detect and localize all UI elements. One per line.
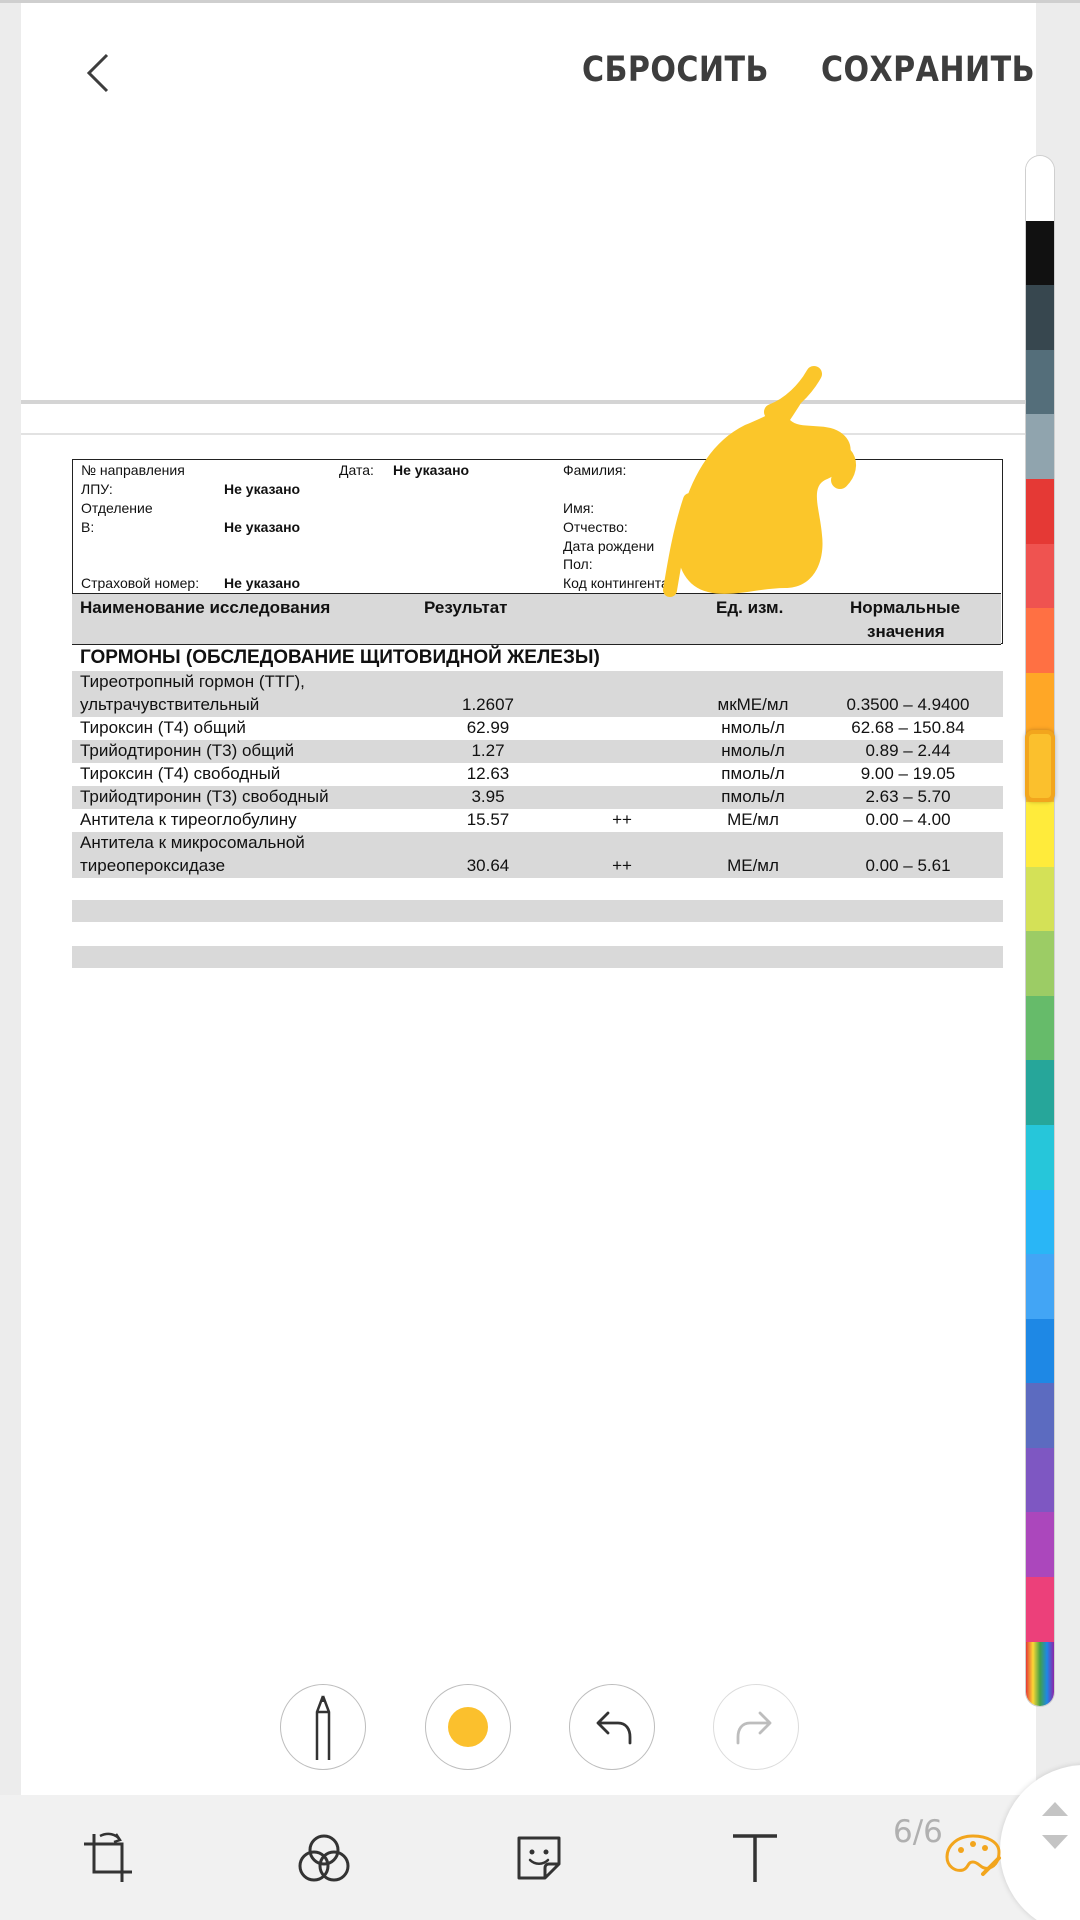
row-name: Трийодтиронин (Т3) свободный (80, 787, 329, 806)
row-name: Тиреотропный гормон (ТТГ), (80, 672, 305, 691)
table-row (72, 832, 1003, 878)
row-unit: пмоль/л (721, 764, 785, 783)
row-name: Трийодтиронин (Т3) общий (80, 741, 295, 760)
row-result: 1.2607 (462, 695, 514, 714)
custom-color-swatch[interactable] (1026, 1642, 1054, 1706)
date-label: Дата: (339, 462, 374, 478)
empty-row (72, 900, 1003, 922)
row-unit: нмоль/л (721, 718, 785, 737)
sticker-icon (511, 1830, 567, 1886)
undo-button[interactable] (569, 1684, 655, 1770)
filter-button[interactable] (294, 1828, 354, 1888)
page-separator (21, 433, 1026, 435)
row-norm: 2.63 – 5.70 (865, 787, 951, 806)
row-norm: 9.00 – 19.05 (860, 764, 956, 783)
page-counter: 6/6 (893, 1814, 943, 1850)
row-name: Антитела к микросомальной (80, 833, 305, 852)
in-value: Не указано (224, 519, 301, 535)
redo-button[interactable] (713, 1684, 799, 1770)
row-unit: МЕ/мл (727, 856, 779, 875)
patronymic-label: Отчество: (563, 519, 628, 535)
color-palette[interactable] (1026, 156, 1054, 1706)
color-swatch[interactable] (1026, 1512, 1054, 1577)
color-swatch[interactable] (1026, 608, 1054, 673)
text-button[interactable] (725, 1828, 785, 1888)
sex-label: Пол: (563, 556, 593, 572)
insurance-label: Страховой номер: (81, 575, 200, 591)
pen-color-button[interactable] (425, 1684, 511, 1770)
crop-button[interactable] (78, 1828, 138, 1888)
crop-rotate-icon (80, 1830, 136, 1886)
row-name: Антитела к тиреоглобулину (80, 810, 297, 829)
page-up-icon[interactable] (1040, 1800, 1070, 1818)
color-swatch[interactable] (1026, 544, 1054, 609)
in-label: В: (81, 519, 95, 535)
row-norm: 0.89 – 2.44 (865, 741, 951, 760)
selected-color-indicator[interactable] (1025, 730, 1055, 802)
column-norm-line2: значения (867, 622, 945, 641)
row-norm: 0.00 – 4.00 (865, 810, 951, 829)
text-icon (727, 1830, 783, 1886)
color-swatch[interactable] (1026, 1383, 1054, 1448)
redo-icon (734, 1707, 778, 1747)
color-swatch[interactable] (1026, 285, 1054, 350)
color-swatch[interactable] (1026, 1125, 1054, 1190)
row-result: 15.57 (466, 810, 510, 829)
row-norm: 0.00 – 5.61 (865, 856, 951, 875)
section-title: ГОРМОНЫ (ОБСЛЕДОВАНИЕ ЩИТОВИДНОЙ ЖЕЛЕЗЫ) (80, 647, 600, 668)
undo-icon (590, 1707, 634, 1747)
color-swatch[interactable] (1026, 156, 1054, 221)
color-swatch[interactable] (1026, 1060, 1054, 1125)
row-name-line2: ультрачувствительный (80, 695, 260, 714)
row-result: 3.95 (471, 787, 505, 806)
reset-button[interactable]: СБРОСИТЬ (582, 50, 769, 90)
save-button[interactable]: СОХРАНИТЬ (821, 50, 1035, 90)
column-unit: Ед. изм. (716, 598, 784, 617)
color-swatch[interactable] (1026, 221, 1054, 286)
color-swatch[interactable] (1026, 802, 1054, 867)
row-unit: пмоль/л (721, 787, 785, 806)
color-swatch[interactable] (1026, 479, 1054, 544)
color-swatch[interactable] (1026, 867, 1054, 932)
column-name: Наименование исследования (80, 598, 331, 617)
row-flag: ++ (612, 810, 632, 829)
row-name: Тироксин (Т4) общий (80, 718, 246, 737)
insurance-value: Не указано (224, 575, 301, 591)
back-button[interactable] (70, 45, 126, 101)
row-name-line2: тиреопероксидазе (80, 856, 226, 875)
lpu-label: ЛПУ: (81, 481, 113, 497)
row-name: Тироксин (Т4) свободный (80, 764, 281, 783)
scribble-annotation[interactable] (650, 360, 870, 605)
table-row (72, 717, 1003, 740)
column-result: Результат (424, 598, 508, 617)
table-row (72, 809, 1003, 832)
color-swatch[interactable] (1026, 414, 1054, 479)
row-result: 12.63 (466, 764, 510, 783)
row-result: 1.27 (471, 741, 505, 760)
page-separator (21, 400, 1026, 404)
pen-icon (303, 1692, 343, 1762)
row-unit: мкМЕ/мл (717, 695, 789, 714)
empty-row (72, 946, 1003, 968)
color-swatch[interactable] (1026, 1319, 1054, 1384)
status-divider (0, 0, 1080, 3)
table-row (72, 763, 1003, 786)
department-label: Отделение (81, 500, 153, 516)
color-dot-icon (448, 1707, 488, 1747)
lpu-value: Не указано (224, 481, 301, 497)
color-swatch[interactable] (1026, 673, 1054, 738)
color-swatch[interactable] (1026, 931, 1054, 996)
color-swatch[interactable] (1026, 1254, 1054, 1319)
page-down-icon[interactable] (1040, 1833, 1070, 1851)
color-swatch[interactable] (1026, 1577, 1054, 1642)
name-label: Имя: (563, 500, 595, 516)
row-norm: 62.68 – 150.84 (851, 718, 965, 737)
sticker-button[interactable] (509, 1828, 569, 1888)
table-row (72, 671, 1003, 717)
color-filter-icon (296, 1830, 352, 1886)
referral-label: № направления (81, 462, 185, 478)
surname-label: Фамилия: (563, 462, 627, 478)
table-row (72, 740, 1003, 763)
date-value: Не указано (393, 462, 470, 478)
contingent-code-label: Код контингента (563, 575, 669, 591)
birth-date-label: Дата рождени (563, 538, 655, 554)
color-swatch[interactable] (1026, 996, 1054, 1061)
table-row (72, 786, 1003, 809)
chevron-left-icon (83, 51, 113, 95)
palette-icon[interactable] (943, 1832, 1003, 1878)
row-unit: нмоль/л (721, 741, 785, 760)
row-result: 30.64 (466, 856, 510, 875)
row-result: 62.99 (466, 718, 510, 737)
row-norm: 0.3500 – 4.9400 (846, 695, 970, 714)
color-swatch[interactable] (1026, 1190, 1054, 1255)
row-flag: ++ (612, 856, 632, 875)
color-swatch[interactable] (1026, 1448, 1054, 1513)
row-unit: МЕ/мл (727, 810, 779, 829)
color-swatch[interactable] (1026, 350, 1054, 415)
column-norm-line1: Нормальные (850, 598, 961, 617)
pen-tool-button[interactable] (280, 1684, 366, 1770)
